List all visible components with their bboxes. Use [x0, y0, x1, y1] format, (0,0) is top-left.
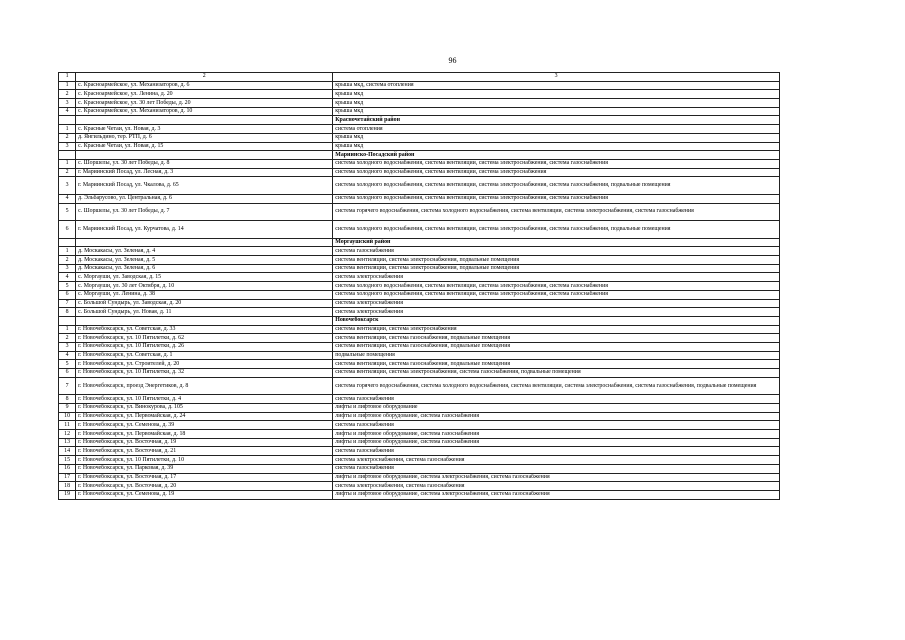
- systems-text: система электроснабжения, система газоснабжения: [335, 456, 465, 463]
- systems-cell: [333, 299, 780, 308]
- column-number-3: 3: [333, 73, 780, 82]
- section-row: [59, 116, 780, 125]
- systems-cell: [333, 290, 780, 299]
- table-row: [59, 194, 780, 203]
- systems-cell: [333, 308, 780, 317]
- systems-text: крыша мкд: [335, 99, 364, 106]
- systems-text: система вентиляции, система электроснабжения: [335, 326, 457, 333]
- table-row: [59, 369, 780, 378]
- systems-cell: [333, 81, 780, 90]
- systems-cell: [333, 90, 780, 99]
- systems-cell: [333, 159, 780, 168]
- address-cell: с. Красноармейское, ул. Механизаторов, д. 10: [76, 107, 333, 116]
- table-row: [59, 142, 780, 151]
- systems-text: лифты и лифтовое оборудование, система газоснабжения: [335, 439, 480, 446]
- systems-text: крыша мкд: [335, 134, 364, 141]
- table-row: [59, 125, 780, 134]
- systems-cell: [333, 464, 780, 473]
- table-row: [59, 377, 780, 395]
- address-cell: г. Новочебоксарск, ул. Восточная, д. 21: [76, 447, 333, 456]
- address-cell: г. Новочебоксарск, ул. Советская, д. 33: [76, 325, 333, 334]
- address-cell: г. Мариинский Посад, ул. Курчатова, д. 14: [76, 221, 333, 239]
- section-empty-cell: [76, 116, 333, 125]
- section-row: [59, 316, 780, 325]
- row-number: 5: [59, 282, 76, 291]
- address-cell: г. Новочебоксарск, ул. Первомайская, д. 24: [76, 412, 333, 421]
- row-number: 1: [59, 125, 76, 134]
- section-row: [59, 151, 780, 160]
- table-row: [59, 447, 780, 456]
- section-title: Мариинско-Посадский район: [333, 151, 780, 160]
- address-cell: г. Новочебоксарск, ул. Восточная, д. 19: [76, 438, 333, 447]
- address-cell: г. Новочебоксарск, проезд Энергетиков, д. 8: [76, 377, 333, 395]
- address-cell: с. Моргауши, ул. 30 лет Октября, д. 10: [76, 282, 333, 291]
- address-cell: г. Новочебоксарск, ул. 10 Пятилетки, д. 4: [76, 395, 333, 404]
- row-number: 1: [59, 325, 76, 334]
- systems-cell: [333, 412, 780, 421]
- systems-cell: [333, 334, 780, 343]
- address-cell: д. Москакасы, ул. Зеленая, д. 6: [76, 264, 333, 273]
- table-row: [59, 490, 780, 499]
- table-row: [59, 273, 780, 282]
- table-row: [59, 264, 780, 273]
- address-cell: г. Новочебоксарск, ул. Семенова, д. 39: [76, 421, 333, 430]
- section-row: [59, 238, 780, 247]
- row-number: 2: [59, 90, 76, 99]
- address-cell: д. Москакасы, ул. Зеленая, д. 4: [76, 247, 333, 256]
- systems-cell: [333, 282, 780, 291]
- systems-text: система газоснабжения: [335, 421, 394, 428]
- address-cell: г. Новочебоксарск, ул. 10 Пятилетки, д. 10: [76, 456, 333, 465]
- table-row: [59, 203, 780, 221]
- systems-cell: [333, 168, 780, 177]
- table-row: [59, 81, 780, 90]
- systems-cell: [333, 490, 780, 499]
- table-row: [59, 412, 780, 421]
- systems-cell: [333, 351, 780, 360]
- row-number: 6: [59, 369, 76, 378]
- systems-text: лифты и лифтовое оборудование, система электроснабжения, система газоснабжения: [335, 473, 550, 480]
- table-row: [59, 482, 780, 491]
- column-number-2: 2: [76, 73, 333, 82]
- section-empty-cell: [59, 316, 76, 325]
- row-number: 19: [59, 490, 76, 499]
- row-number: 3: [59, 142, 76, 151]
- address-cell: с. Красные Четаи, ул. Новая, д. 15: [76, 142, 333, 151]
- systems-text: система вентиляции, система газоснабжения, подвальные помещения: [335, 360, 511, 367]
- table-row: [59, 282, 780, 291]
- address-cell: г. Новочебоксарск, ул. Винокурова, д. 105: [76, 404, 333, 413]
- systems-text: система вентиляции, система газоснабжения, подвальные помещения: [335, 343, 511, 350]
- systems-cell: [333, 421, 780, 430]
- address-cell: с. Красноармейское, ул. Ленина, д. 20: [76, 90, 333, 99]
- address-cell: г. Новочебоксарск, ул. Восточная, д. 17: [76, 473, 333, 482]
- systems-cell: [333, 482, 780, 491]
- systems-text: система холодного водоснабжения, система вентиляции, система электроснабжения, система газоснабжения: [335, 282, 608, 289]
- row-number: 1: [59, 159, 76, 168]
- table-row: [59, 438, 780, 447]
- systems-text: система газоснабжения: [335, 395, 394, 402]
- row-number: 7: [59, 299, 76, 308]
- table-row: [59, 168, 780, 177]
- address-cell: г. Новочебоксарск, ул. 10 Пятилетки, д. 26: [76, 342, 333, 351]
- section-empty-cell: [76, 316, 333, 325]
- systems-cell: [333, 325, 780, 334]
- row-number: 4: [59, 351, 76, 360]
- table-row: [59, 247, 780, 256]
- address-cell: с. Шоршелы, ул. 30 лет Победы, д. 8: [76, 159, 333, 168]
- systems-text: система вентиляции, система электроснабжения, система газоснабжения, подвальные помещения: [335, 369, 581, 376]
- column-number-row: [59, 73, 780, 82]
- systems-text: система холодного водоснабжения, система вентиляции, система электроснабжения, система газоснабжения: [335, 291, 608, 298]
- address-cell: с. Большой Сундырь, ул. Новая, д. 11: [76, 308, 333, 317]
- row-number: 1: [59, 247, 76, 256]
- row-number: 3: [59, 264, 76, 273]
- table-body: [59, 73, 780, 500]
- systems-cell: [333, 369, 780, 378]
- table-row: [59, 299, 780, 308]
- systems-text: система холодного водоснабжения, система вентиляции, система электроснабжения, система газоснабжения, подвальные помещения: [335, 226, 671, 233]
- row-number: 17: [59, 473, 76, 482]
- row-number: 2: [59, 256, 76, 265]
- table-row: [59, 464, 780, 473]
- row-number: 11: [59, 421, 76, 430]
- row-number: 4: [59, 273, 76, 282]
- systems-cell: [333, 99, 780, 108]
- address-cell: с. Моргауши, ул. Ленина, д. 38: [76, 290, 333, 299]
- row-number: 1: [59, 81, 76, 90]
- row-number: 13: [59, 438, 76, 447]
- systems-text: система электроснабжения: [335, 299, 403, 306]
- row-number: 16: [59, 464, 76, 473]
- table-row: [59, 395, 780, 404]
- systems-text: система вентиляции, система газоснабжения, подвальные помещения: [335, 334, 511, 341]
- systems-text: система холодного водоснабжения, система вентиляции, система электроснабжения, система газоснабжения, подвальные помещения: [335, 182, 671, 189]
- systems-text: система электроснабжения: [335, 273, 403, 280]
- table-row: [59, 107, 780, 116]
- systems-text: система газоснабжения: [335, 447, 394, 454]
- systems-text: система холодного водоснабжения, система вентиляции, система электроснабжения: [335, 169, 547, 176]
- table-row: [59, 334, 780, 343]
- row-number: 3: [59, 342, 76, 351]
- systems-text: система горячего водоснабжения, система холодного водоснабжения, система вентиляции, система электроснабжения, система газоснабжения: [335, 208, 694, 215]
- address-cell: г. Новочебоксарск, ул. 10 Пятилетки, д. 62: [76, 334, 333, 343]
- table-row: [59, 308, 780, 317]
- row-number: 2: [59, 334, 76, 343]
- systems-cell: [333, 247, 780, 256]
- address-cell: г. Новочебоксарск, ул. Парковая, д. 39: [76, 464, 333, 473]
- table-row: [59, 325, 780, 334]
- systems-text: лифты и лифтовое оборудование, система газоснабжения: [335, 413, 480, 420]
- address-cell: г. Мариинский Посад, ул. Чкалова, д. 65: [76, 177, 333, 195]
- section-title: Моргаушский район: [333, 238, 780, 247]
- row-number: 2: [59, 133, 76, 142]
- systems-cell: [333, 377, 780, 395]
- row-number: 6: [59, 221, 76, 239]
- column-number-1: 1: [59, 73, 76, 82]
- row-number: 14: [59, 447, 76, 456]
- row-number: 10: [59, 412, 76, 421]
- row-number: 5: [59, 203, 76, 221]
- systems-cell: [333, 264, 780, 273]
- address-cell: г. Новочебоксарск, ул. 10 Пятилетки, д. 32: [76, 369, 333, 378]
- systems-cell: [333, 133, 780, 142]
- section-title: Красночетайский район: [333, 116, 780, 125]
- section-empty-cell: [59, 151, 76, 160]
- address-cell: д. Москакасы, ул. Зеленая, д. 5: [76, 256, 333, 265]
- table-row: [59, 456, 780, 465]
- systems-text: лифты и лифтовое оборудование, система электроснабжения, система газоснабжения: [335, 491, 550, 498]
- row-number: 6: [59, 290, 76, 299]
- row-number: 9: [59, 404, 76, 413]
- address-cell: с. Моргауши, ул. Заводская, д. 15: [76, 273, 333, 282]
- address-cell: с. Шоршелы, ул. 30 лет Победы, д. 7: [76, 203, 333, 221]
- systems-text: крыша мкд: [335, 90, 364, 97]
- address-cell: г. Новочебоксарск, ул. Восточная, д. 20: [76, 482, 333, 491]
- section-empty-cell: [76, 151, 333, 160]
- address-cell: с. Красноармейское, ул. 30 лет Победы, д. 20: [76, 99, 333, 108]
- row-number: 7: [59, 377, 76, 395]
- table-row: [59, 360, 780, 369]
- systems-cell: [333, 125, 780, 134]
- systems-text: крыша мкд: [335, 142, 364, 149]
- systems-text: система электроснабжения: [335, 308, 403, 315]
- table-row: [59, 221, 780, 239]
- systems-text: система газоснабжения: [335, 465, 394, 472]
- systems-text: система электроснабжения, система газоснабжения: [335, 482, 465, 489]
- table-row: [59, 99, 780, 108]
- systems-text: лифты и лифтовое оборудование: [335, 404, 418, 411]
- address-cell: д. Янгильдино, тер. РТП, д. 6: [76, 133, 333, 142]
- address-cell: г. Новочебоксарск, ул. Советская, д. 1: [76, 351, 333, 360]
- section-title: Новочебоксарск: [333, 316, 780, 325]
- systems-cell: [333, 430, 780, 439]
- table-row: [59, 290, 780, 299]
- systems-cell: [333, 342, 780, 351]
- systems-cell: [333, 395, 780, 404]
- systems-cell: [333, 438, 780, 447]
- address-cell: г. Новочебоксарск, ул. Первомайская, д. 18: [76, 430, 333, 439]
- row-number: 3: [59, 99, 76, 108]
- systems-text: система вентиляции, система электроснабжения, подвальные помещения: [335, 256, 520, 263]
- address-cell: г. Новочебоксарск, ул. Семенова, д. 19: [76, 490, 333, 499]
- systems-cell: [333, 273, 780, 282]
- address-cell: г. Новочебоксарск, ул. Строителей, д. 20: [76, 360, 333, 369]
- systems-text: система горячего водоснабжения, система холодного водоснабжения, система вентиляции, система электроснабжения, система газоснабжения, подвальные помещения: [335, 382, 757, 389]
- repair-schedule-table: [58, 72, 780, 500]
- systems-text: система холодного водоснабжения, система вентиляции, система электроснабжения, система газоснабжения: [335, 160, 608, 167]
- row-number: 2: [59, 168, 76, 177]
- systems-cell: [333, 203, 780, 221]
- table-row: [59, 256, 780, 265]
- address-cell: с. Красные Четаи, ул. Новая, д. 3: [76, 125, 333, 134]
- systems-text: крыша мкд, система отопления: [335, 82, 414, 89]
- row-number: 8: [59, 308, 76, 317]
- table-row: [59, 351, 780, 360]
- systems-cell: [333, 404, 780, 413]
- table-row: [59, 473, 780, 482]
- systems-text: крыша мкд: [335, 108, 364, 115]
- table-row: [59, 421, 780, 430]
- address-cell: г. Мариинский Посад, ул. Лесная, д. 3: [76, 168, 333, 177]
- systems-text: система вентиляции, система электроснабжения, подвальные помещения: [335, 265, 520, 272]
- address-cell: с. Красноармейское, ул. Механизаторов, д. 6: [76, 81, 333, 90]
- page-number: 96: [448, 56, 457, 65]
- systems-cell: [333, 473, 780, 482]
- systems-text: лифты и лифтовое оборудование, система газоснабжения: [335, 430, 480, 437]
- row-number: 4: [59, 194, 76, 203]
- section-empty-cell: [59, 116, 76, 125]
- table-row: [59, 90, 780, 99]
- table-row: [59, 177, 780, 195]
- systems-text: система газоснабжения: [335, 247, 394, 254]
- table-row: [59, 342, 780, 351]
- section-empty-cell: [59, 238, 76, 247]
- address-cell: д. Эльбарусово, ул. Центральная, д. 6: [76, 194, 333, 203]
- table-row: [59, 404, 780, 413]
- table-row: [59, 430, 780, 439]
- systems-cell: [333, 221, 780, 239]
- row-number: 4: [59, 107, 76, 116]
- systems-cell: [333, 142, 780, 151]
- systems-cell: [333, 177, 780, 195]
- row-number: 5: [59, 360, 76, 369]
- systems-cell: [333, 456, 780, 465]
- systems-cell: [333, 256, 780, 265]
- systems-text: система отопления: [335, 125, 383, 132]
- systems-cell: [333, 360, 780, 369]
- table-row: [59, 159, 780, 168]
- systems-cell: [333, 107, 780, 116]
- systems-cell: [333, 194, 780, 203]
- section-empty-cell: [76, 238, 333, 247]
- table-row: [59, 133, 780, 142]
- systems-cell: [333, 447, 780, 456]
- address-cell: с. Большой Сундырь, ул. Заводская, д. 20: [76, 299, 333, 308]
- row-number: 12: [59, 430, 76, 439]
- systems-text: система холодного водоснабжения, система вентиляции, система электроснабжения, система газоснабжения: [335, 195, 608, 202]
- row-number: 15: [59, 456, 76, 465]
- row-number: 3: [59, 177, 76, 195]
- row-number: 18: [59, 482, 76, 491]
- row-number: 8: [59, 395, 76, 404]
- systems-text: подвальные помещения: [335, 352, 395, 359]
